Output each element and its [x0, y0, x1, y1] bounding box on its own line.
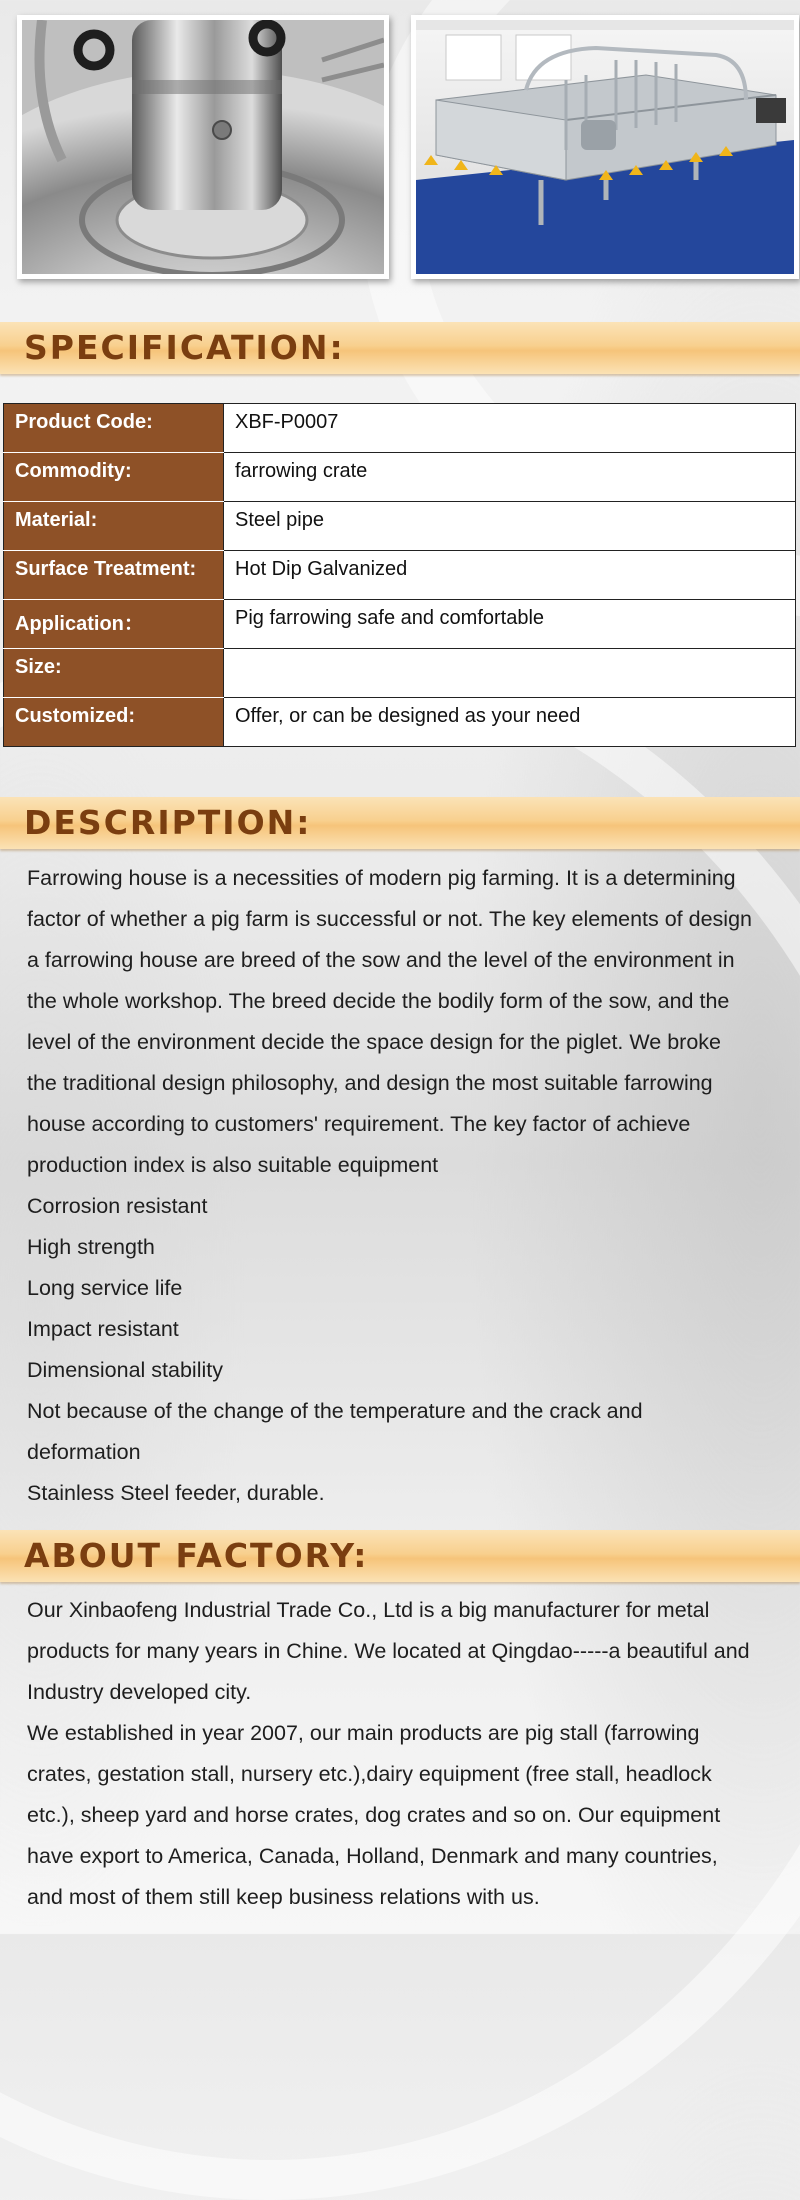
feature-item: Impact resistant [27, 1317, 179, 1341]
factory-line: and most of them still keep business relations with us. [27, 1885, 540, 1909]
spec-label-product-code: Product Code: [4, 404, 224, 453]
feeder-photo [17, 15, 389, 279]
spec-label-commodity: Commodity: [4, 453, 224, 502]
table-row [4, 404, 796, 453]
description-line: a farrowing house are breed of the sow and the level of the environment in [27, 948, 735, 972]
spec-label-application: Application： [4, 600, 224, 649]
spec-value-product-code: XBF-P0007 [224, 404, 796, 453]
table-row [4, 453, 796, 502]
factory-line: etc.), sheep yard and horse crates, dog crates and so on. Our equipment [27, 1803, 721, 1827]
spec-value-commodity: farrowing crate [224, 453, 796, 502]
feature-item: Dimensional stability [27, 1358, 223, 1382]
description-line: the traditional design philosophy, and design the most suitable farrowing [27, 1071, 713, 1095]
product-photos [17, 15, 787, 280]
factory-line: crates, gestation stall, nursery etc.),dairy equipment (free stall, headlock [27, 1762, 712, 1786]
crate-image [416, 20, 794, 274]
about-factory-text [27, 1590, 787, 1918]
table-row [4, 551, 796, 600]
specification-table [3, 403, 796, 747]
description-heading: DESCRIPTION: [24, 803, 312, 842]
specification-heading: SPECIFICATION: [24, 328, 345, 367]
description-line: house according to customers' requirement. The key factor of achieve [27, 1112, 691, 1136]
spec-value-material: Steel pipe [224, 502, 796, 551]
about-factory-heading: ABOUT FACTORY: [24, 1536, 369, 1575]
farrowing-crate-photo [411, 15, 799, 279]
spec-value-application: Pig farrowing safe and comfortable [224, 600, 796, 649]
description-line: level of the environment decide the space design for the piglet. We broke [27, 1030, 721, 1054]
about-factory-banner [0, 1530, 800, 1582]
factory-line: Industry developed city. [27, 1680, 252, 1704]
specification-banner [0, 322, 800, 374]
description-line: the whole workshop. The breed decide the bodily form of the sow, and the [27, 989, 730, 1013]
feature-item: Not because of the change of the temperature and the crack and [27, 1399, 643, 1423]
feature-item: Corrosion resistant [27, 1194, 208, 1218]
spec-value-customized: Offer, or can be designed as your need [224, 698, 796, 747]
table-row [4, 698, 796, 747]
factory-line: have export to America, Canada, Holland, Denmark and many countries, [27, 1844, 718, 1868]
spec-label-size: Size: [4, 649, 224, 698]
feeder-image [22, 20, 384, 274]
description-banner [0, 797, 800, 849]
table-row [4, 649, 796, 698]
factory-line: products for many years in Chine. We located at Qingdao-----a beautiful and [27, 1639, 750, 1663]
spec-value-surface-treatment: Hot Dip Galvanized [224, 551, 796, 600]
spec-label-surface-treatment: Surface Treatment: [4, 551, 224, 600]
factory-line: Our Xinbaofeng Industrial Trade Co., Ltd is a big manufacturer for metal [27, 1598, 710, 1622]
spec-label-customized: Customized: [4, 698, 224, 747]
description-line: factor of whether a pig farm is successful or not. The key elements of design [27, 907, 752, 931]
feature-item: Stainless Steel feeder, durable. [27, 1481, 325, 1505]
spec-value-size [224, 649, 796, 698]
description-text [27, 858, 787, 1514]
spec-label-material: Material: [4, 502, 224, 551]
table-row [4, 600, 796, 649]
table-row [4, 502, 796, 551]
description-line: Farrowing house is a necessities of modern pig farming. It is a determining [27, 866, 736, 890]
description-line: production index is also suitable equipment [27, 1153, 439, 1177]
factory-line: We established in year 2007, our main products are pig stall (farrowing [27, 1721, 700, 1745]
feature-item: deformation [27, 1440, 141, 1464]
feature-item: High strength [27, 1235, 155, 1259]
feature-item: Long service life [27, 1276, 183, 1300]
